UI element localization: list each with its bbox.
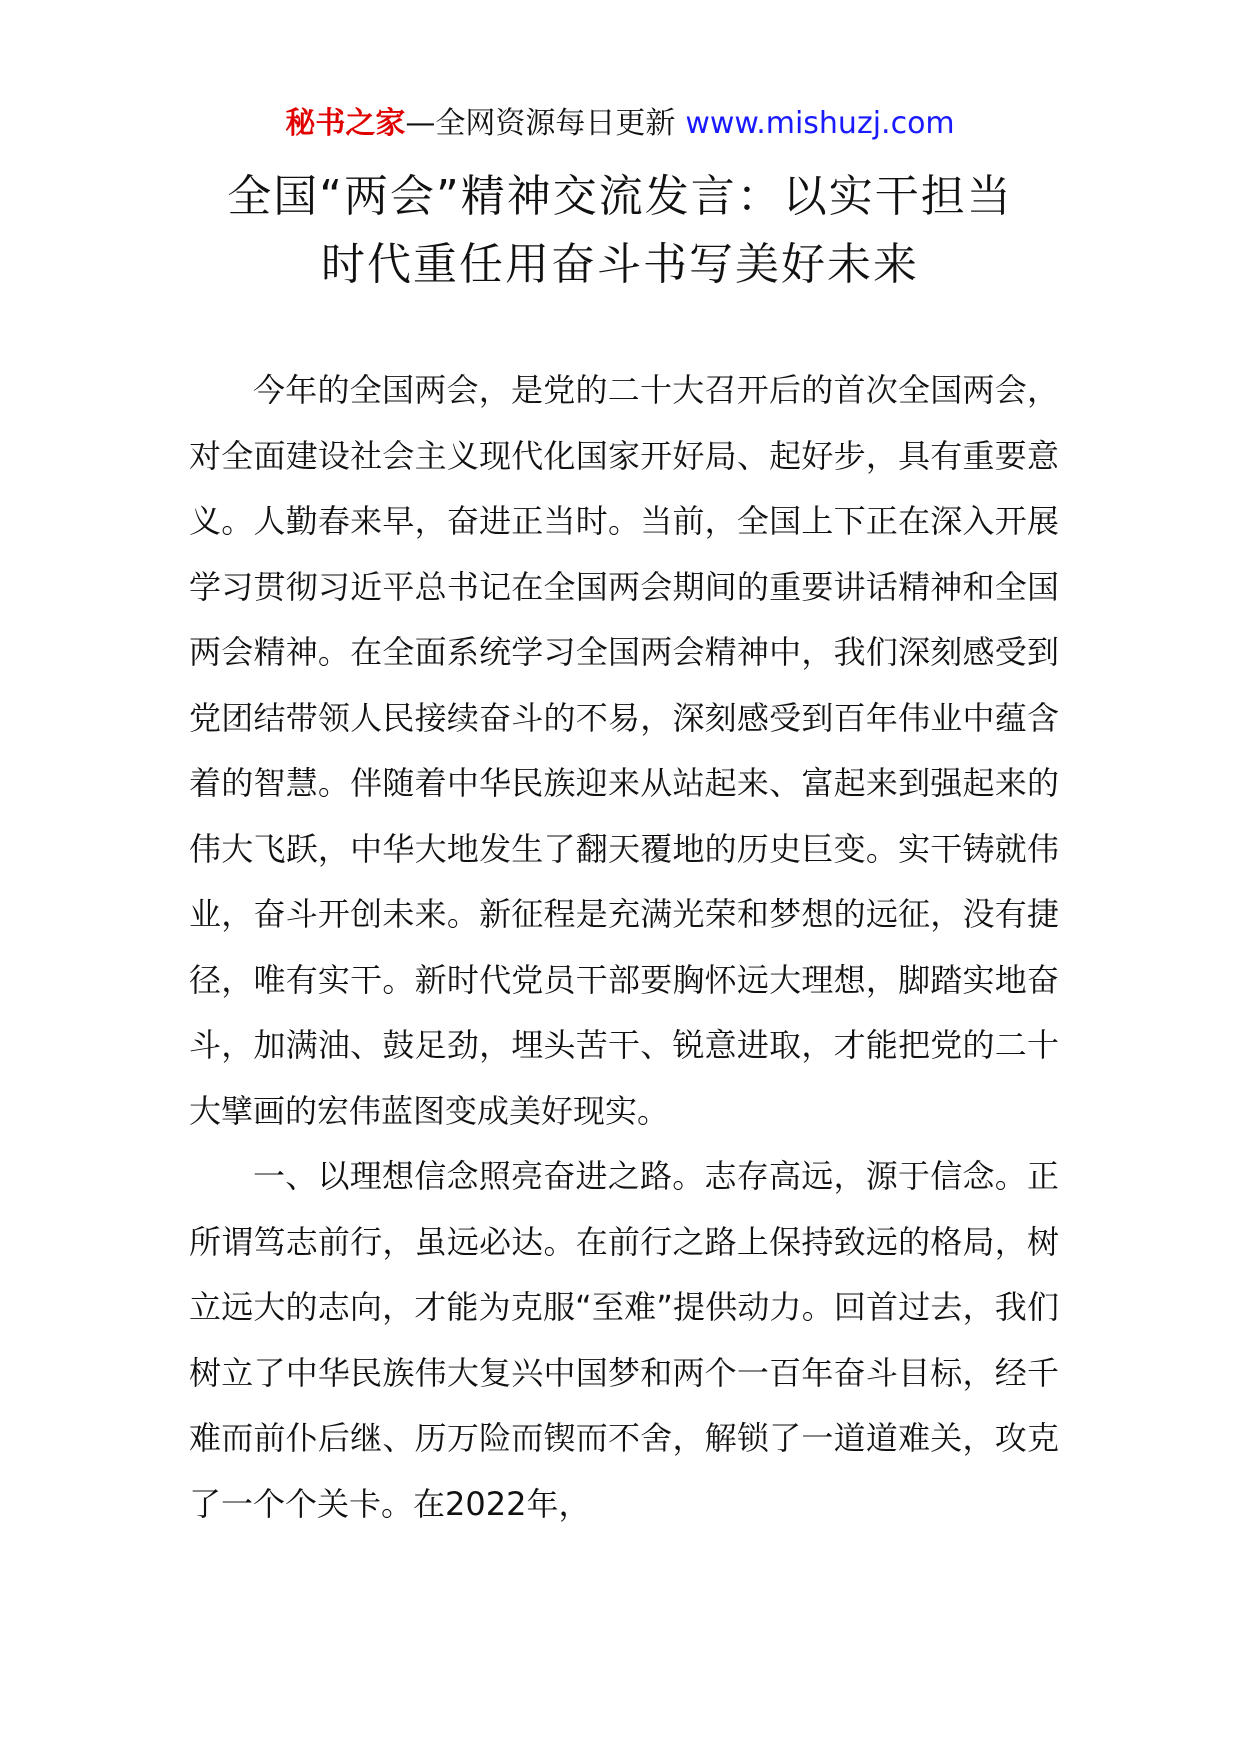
paragraph: 今年的全国两会，是党的二十大召开后的首次全国两会，对全面建设社会主义现代化国家开好局、起好步，具有重要意义。人勤春来早，奋进正当时。当前，全国上下正在深入开展学习贯彻习近平总书记在全国两会期间的重要讲话精神和全国两会精神。在全面系统学习全国两会精神中，我们深刻感受到党团结带领人民接续奋斗的不易，深刻感受到百年伟业中蕴含着的智慧。伴随着中华民族迎来从站起来、富起来到强起来的伟大飞跃，中华大地发生了翻天覆地的历史巨变。实干铸就伟业，奋斗开创未来。新征程是充满光荣和梦想的远征，没有捷径，唯有实干。新时代党员干部要胸怀远大理想，脚踏实地奋斗，加满油、鼓足劲，埋头苦干、锐意进取，才能把党的二十大擘画的宏伟蓝图变成美好现实。 (189, 371, 1059, 1130)
document-body (189, 358, 1059, 1537)
brand-name: 秘书之家 (285, 106, 406, 141)
paragraph: 一、以理想信念照亮奋进之路。志存高远，源于信念。正所谓笃志前行，虽远必达。在前行之路上保持致远的格局，树立远大的志向，才能为克服“至难”提供动力。回首过去，我们树立了中华民族伟大复兴中国梦和两个一百年奋斗目标，经千难而前仆后继、历万险而锲而不舍，解锁了一道道难关，攻克了一个个关卡。在2022年， (189, 1157, 1059, 1523)
title-line-1: 全国“两会”精神交流发言：以实干担当 (227, 171, 1013, 222)
header-slogan: —全网资源每日更新 (405, 106, 676, 141)
site-url-link[interactable]: www.mishuzj.com (685, 106, 955, 141)
title-line-2: 时代重任用奋斗书写美好未来 (321, 239, 919, 290)
document-title (0, 163, 1240, 299)
page-header (0, 104, 1240, 144)
